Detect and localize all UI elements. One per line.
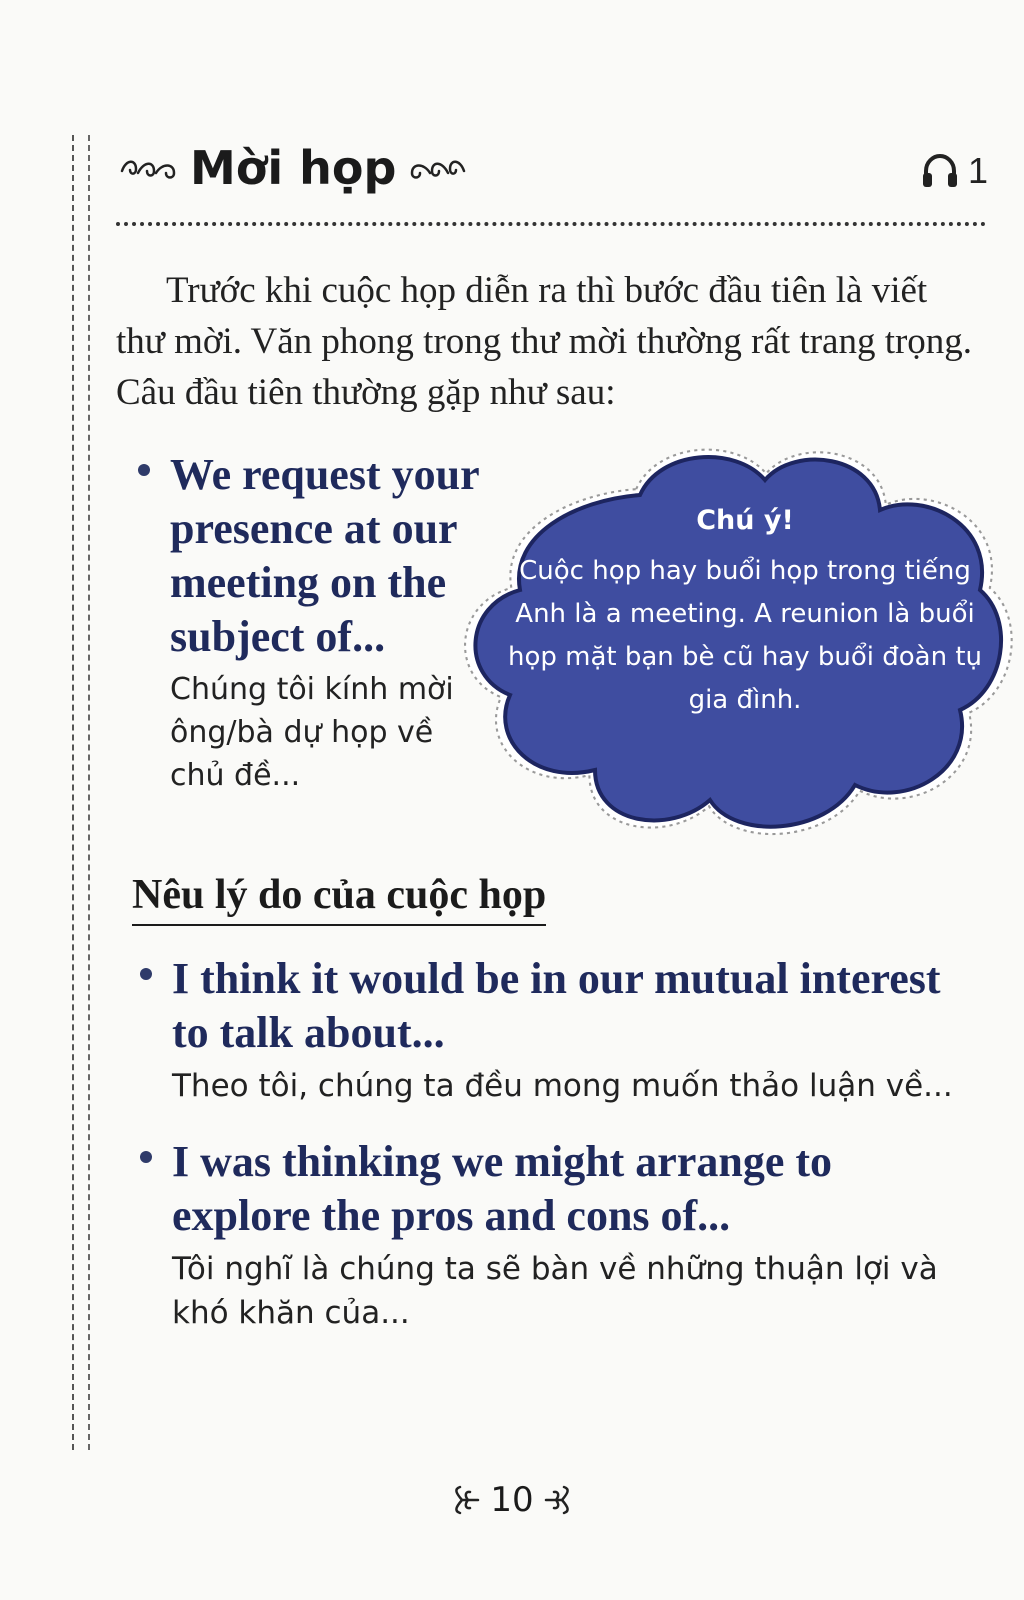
note-callout [455,440,1015,845]
english-phrase: I was thinking we might arrange to explore the pros and cons of... [172,1137,833,1240]
page-title: Mời họp [190,141,397,195]
floral-flourish-icon [450,1483,480,1517]
bullet-icon [140,968,152,980]
margin-dashed-rule-outer [72,135,74,1450]
track-number: 1 [967,150,988,191]
swirl-ornament-icon [118,153,180,183]
title-group [118,141,468,195]
note-body: Cuộc họp hay buổi họp trong tiếng Anh là a meeting. A reunion là buổi họp mặt bạn bè cũ hay buổi đoàn tụ gia đình. [507,556,983,715]
intro-paragraph: Trước khi cuộc họp diễn ra thì bước đầu tiên là viết thư mời. Văn phong trong thư mời thường rất trang trọng. Câu đầu tiên thường gặp như sau: [116,270,973,413]
note-text [505,505,985,722]
margin-dashed-rule-inner [88,135,90,1450]
floral-flourish-icon [544,1483,574,1517]
phrase-item [172,1135,972,1335]
dotted-divider [116,222,986,226]
bullet-icon [138,464,150,476]
section-header [118,141,988,215]
bullet-icon [140,1151,152,1163]
page-footer [0,1480,1024,1520]
english-phrase: We request your presence at our meeting on the subject of... [170,450,479,661]
english-phrase: I think it would be in our mutual interest to talk about... [172,954,941,1057]
phrase-item [172,952,972,1108]
note-title: Chú ý! [696,505,794,536]
phrase-item [170,448,480,797]
vietnamese-translation: Chúng tôi kính mời ông/bà dự họp về chủ đề... [170,672,454,793]
headphones-icon [920,151,960,191]
audio-track[interactable] [920,150,988,192]
section-heading: Nêu lý do của cuộc họp [132,874,546,926]
swirl-ornament-icon [406,153,468,183]
vietnamese-translation: Tôi nghĩ là chúng ta sẽ bàn về những thuận lợi và khó khăn của... [172,1251,938,1331]
vietnamese-translation: Theo tôi, chúng ta đều mong muốn thảo luận về... [172,1068,953,1104]
page-number: 10 [490,1480,534,1520]
